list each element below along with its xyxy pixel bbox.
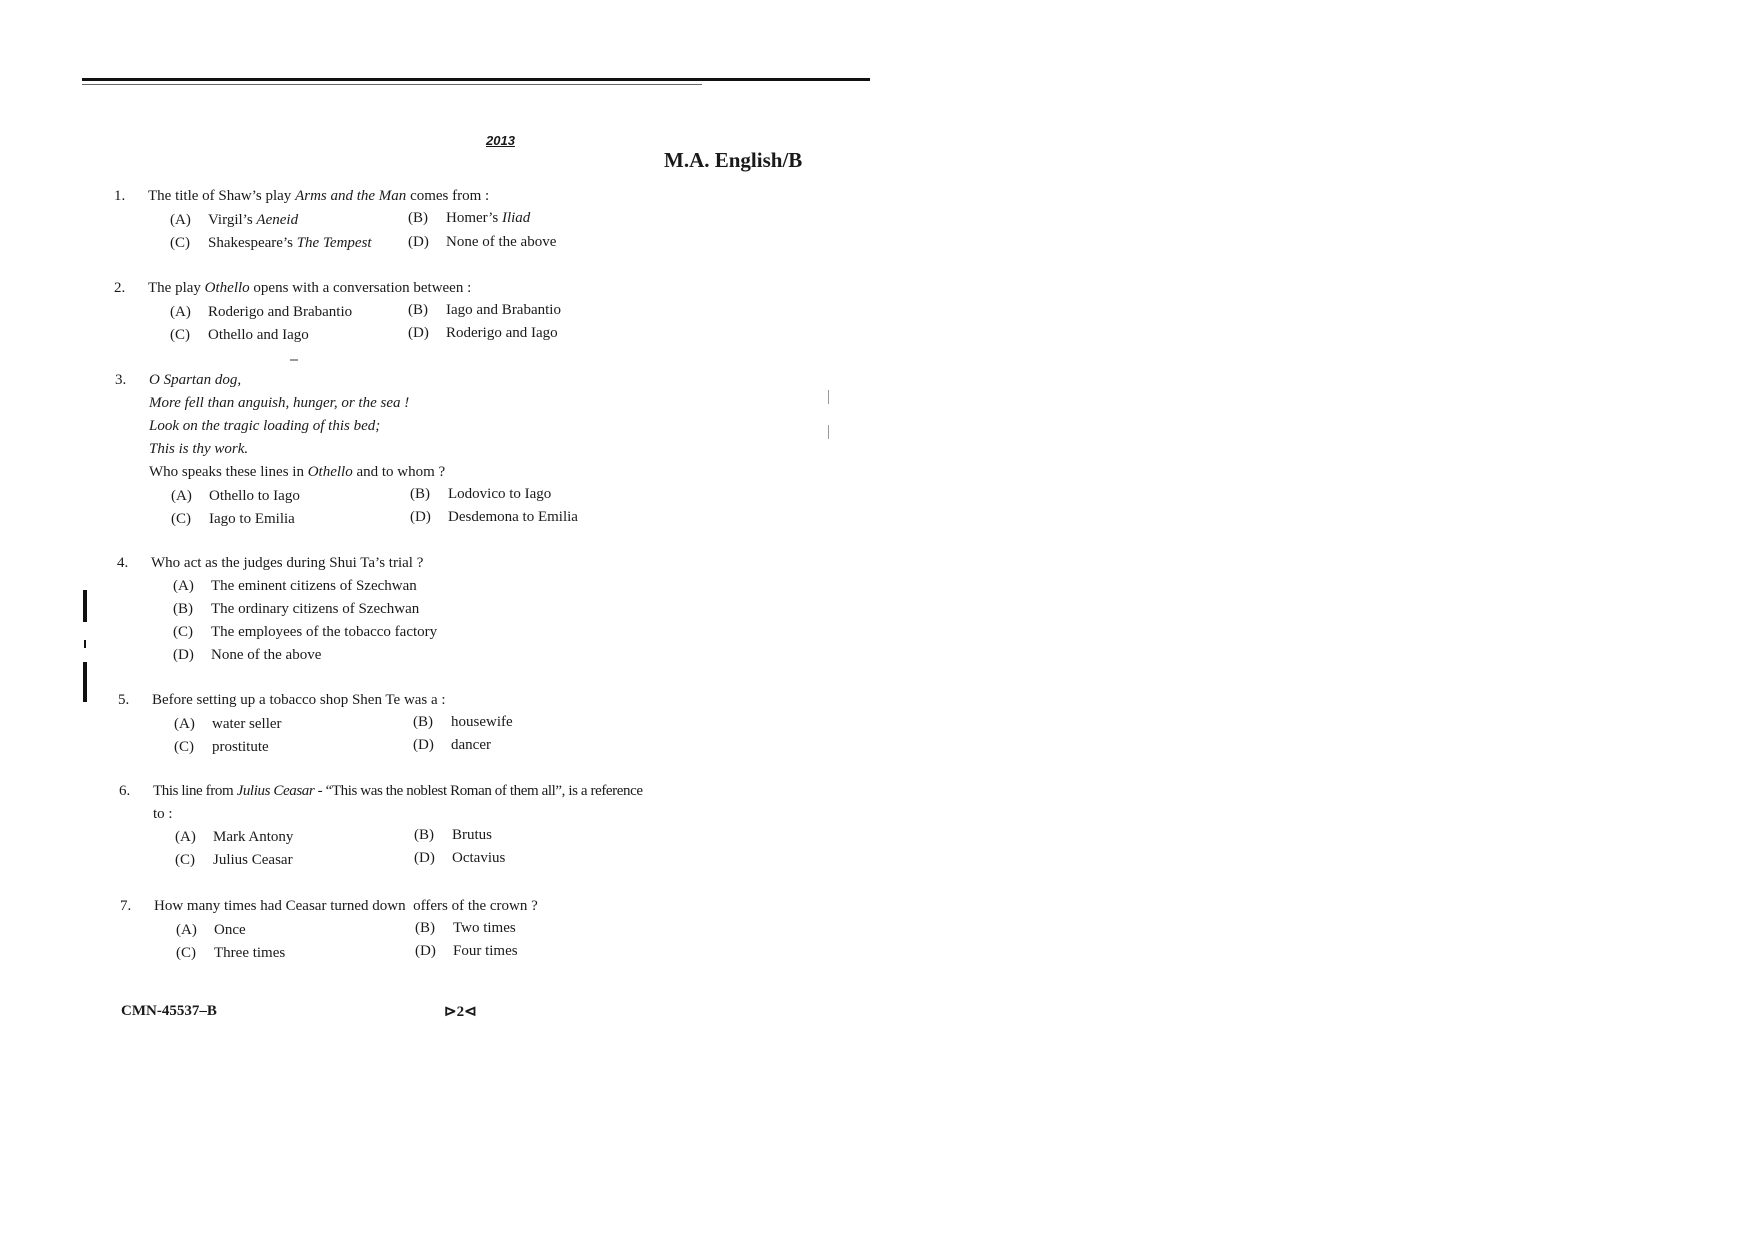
scan-speck <box>290 359 298 361</box>
option-a: (A) water seller <box>174 716 282 732</box>
option-c: (C) Iago to Emilia <box>171 511 295 527</box>
option-a: (A) The eminent citizens of Szechwan <box>173 578 417 594</box>
option-d: (D) Desdemona to Emilia <box>410 509 578 525</box>
question-number: 3. <box>115 372 127 388</box>
option-c: (C) Three times <box>176 945 286 961</box>
option-d: (D) dancer <box>413 737 491 753</box>
option-c: (C) Julius Ceasar <box>175 852 293 868</box>
scan-speck <box>828 390 829 404</box>
scan-margin-mark <box>83 662 87 702</box>
option-a: (A) Once <box>176 922 246 938</box>
scan-margin-mark <box>83 590 87 622</box>
paper-title: M.A. English/B <box>664 148 803 172</box>
option-c: (C) Shakespeare’s The Tempest <box>170 235 372 251</box>
option-a: (A) Othello to Iago <box>171 488 300 504</box>
option-b: (B) Homer’s Iliad <box>408 210 531 226</box>
paper-code: CMN-45537–B <box>121 1003 217 1019</box>
verse-line: O Spartan dog, <box>149 372 242 388</box>
option-d: (D) None of the above <box>408 234 557 250</box>
exam-year: 2013 <box>486 133 515 148</box>
question-text: The title of Shaw’s play Arms and the Man comes from : <box>148 188 490 204</box>
question-number: 1. <box>114 188 126 204</box>
option-b: (B) Lodovico to Iago <box>410 486 552 502</box>
question-text: How many times had Ceasar turned down offers of the crown ? <box>154 898 538 914</box>
option-d: (D) None of the above <box>173 647 322 663</box>
top-rule-thick <box>82 78 870 81</box>
question-text: The play Othello opens with a conversation between : <box>148 280 472 296</box>
question-number: 4. <box>117 555 129 571</box>
option-d: (D) Four times <box>415 943 518 959</box>
question-text-continued: to : <box>153 806 173 822</box>
option-c: (C) prostitute <box>174 739 269 755</box>
question-number: 6. <box>119 783 131 799</box>
option-c: (C) The employees of the tobacco factory <box>173 624 438 640</box>
question-text: This line from Julius Ceasar - “This was the noblest Roman of them all”, is a reference <box>153 783 643 799</box>
question-text: Who speaks these lines in Othello and to whom ? <box>149 464 446 480</box>
option-b: (B) Brutus <box>414 827 493 843</box>
option-a: (A) Mark Antony <box>175 829 294 845</box>
option-d: (D) Octavius <box>414 850 506 866</box>
scan-speck <box>828 425 829 439</box>
question-text: Who act as the judges during Shui Ta’s trial ? <box>151 555 424 571</box>
option-c: (C) Othello and Iago <box>170 327 309 343</box>
question-text: Before setting up a tobacco shop Shen Te was a : <box>152 692 446 708</box>
option-d: (D) Roderigo and Iago <box>408 325 558 341</box>
option-b: (B) The ordinary citizens of Szechwan <box>173 601 420 617</box>
top-rule-thin <box>82 84 702 85</box>
scan-margin-mark <box>84 640 86 648</box>
option-a: (A) Virgil’s Aeneid <box>170 212 299 228</box>
option-b: (B) Two times <box>415 920 516 936</box>
verse-line: Look on the tragic loading of this bed; <box>149 418 381 434</box>
verse-line: More fell than anguish, hunger, or the sea ! <box>149 395 410 411</box>
verse-line: This is thy work. <box>149 441 249 457</box>
option-a: (A) Roderigo and Brabantio <box>170 304 353 320</box>
question-number: 5. <box>118 692 130 708</box>
page-number: ⊳2⊲ <box>444 1004 477 1020</box>
question-number: 2. <box>114 280 126 296</box>
question-number: 7. <box>120 898 132 914</box>
option-b: (B) Iago and Brabantio <box>408 302 561 318</box>
option-b: (B) housewife <box>413 714 513 730</box>
